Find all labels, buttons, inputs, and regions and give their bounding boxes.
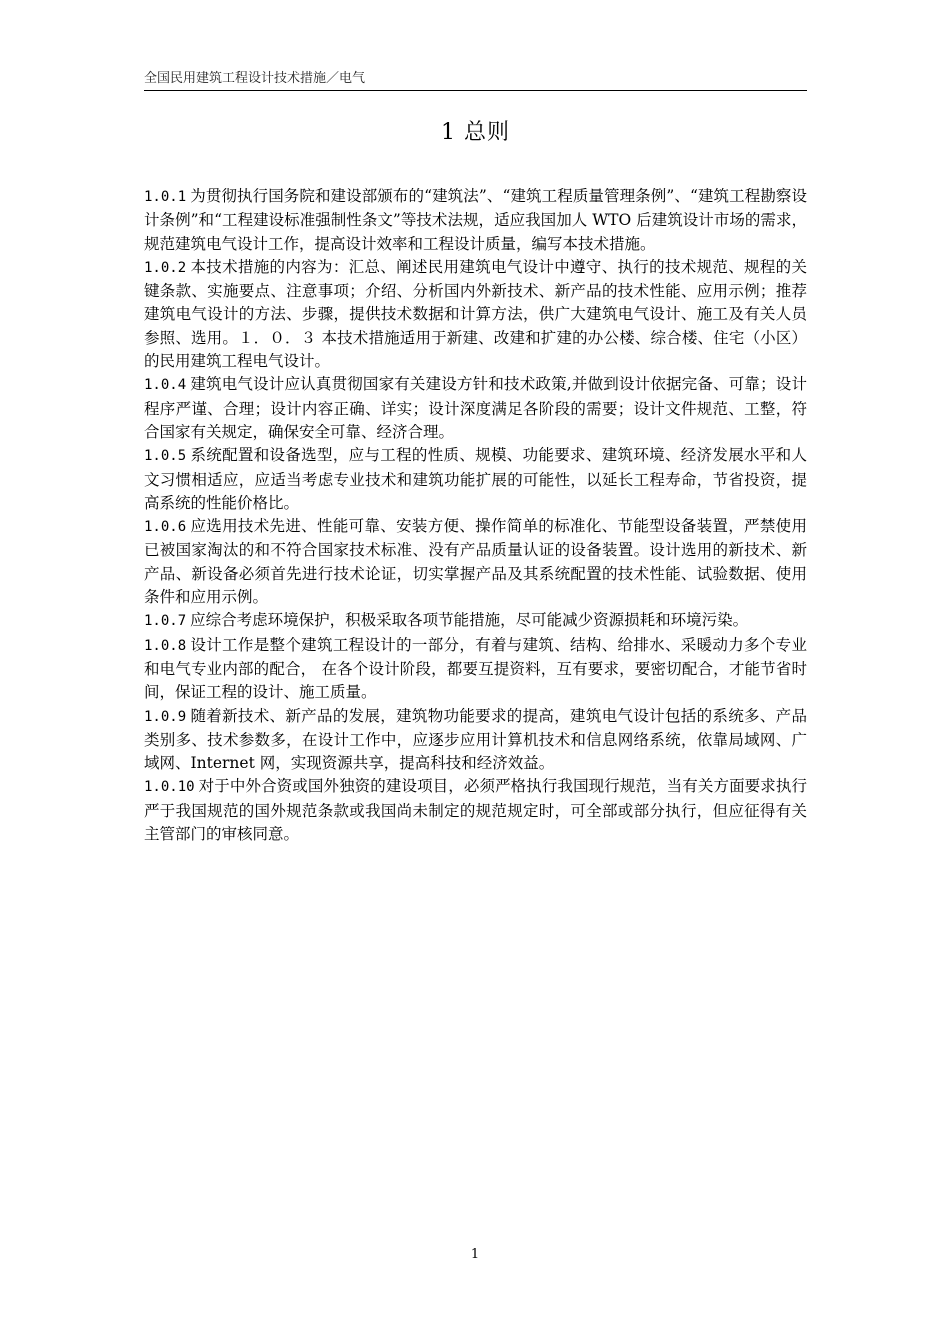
- clause-1-0-10: [144, 775, 807, 846]
- clause-list: [144, 185, 807, 846]
- clause-1-0-8: [144, 634, 807, 705]
- page-number: 1: [470, 1247, 480, 1262]
- clause-number: 1.0.2: [144, 259, 187, 276]
- clause-1-0-6: [144, 515, 807, 609]
- clause-number: 1.0.1: [144, 189, 187, 205]
- clause-number: 1.0.10: [144, 779, 195, 796]
- clause-1-0-4: [144, 373, 807, 444]
- clause-1-0-5: [144, 444, 807, 515]
- clause-number: 1.0.6: [144, 519, 187, 536]
- chapter-title: 1 总则: [441, 120, 510, 145]
- clause-text: 设计工作是整个建筑工程设计的一部分，有着与建筑、结构、给排水、采暖动力多个专业和电气专业内部的配合， 在各个设计阶段，都要互提资料，互有要求，要密切配合，才能节省时间，保证工程的设计、施工质量。: [144, 635, 807, 702]
- clause-text: 本技术措施的内容为：汇总、阐述民用建筑电气设计中遵守、执行的技术规范、规程的关键条款、实施要点、注意事项；介绍、分析国内外新技术、新产品的技术性能、应用示例；推荐建筑电气设计的方法、步骤，提供技术数据和计算方法，供广大建筑电气设计、施工及有关人员参照、选用。１．０．３ 本技术措施适用于新建、改建和扩建的办公楼、综合楼、住宅（小区）的民用建筑工程电气设计。: [144, 257, 807, 371]
- clause-number: 1.0.9: [144, 708, 187, 725]
- clause-number: 1.0.8: [144, 637, 187, 654]
- clause-text: 建筑电气设计应认真贯彻国家有关建设方针和技术政策,并做到设计依据完备、可靠；设计程序严谨、合理；设计内容正确、详实；设计深度满足各阶段的需要；设计文件规范、工整，符合国家有关规定，确保安全可靠、经济合理。: [144, 375, 807, 441]
- clause-number: 1.0.7: [144, 613, 187, 630]
- clause-text: 应选用技术先进、性能可靠、安装方便、操作简单的标准化、节能型设备装置，严禁使用已被国家淘汰的和不符合国家技术标准、没有产品质量认证的设备装置。设计选用的新技术、新产品、新设备必须首先进行技术论证，切实掌握产品及其系统配置的技术性能、试验数据、使用条件和应用示例。: [144, 517, 807, 607]
- clause-text: 对于中外合资或国外独资的建设项目，必须严格执行我国现行规范，当有关方面要求执行严于我国规范的国外规范条款或我国尚未制定的规范规定时，可全部或部分执行，但应征得有关主管部门的审核同意。: [144, 777, 807, 844]
- running-header-title: 全国民用建筑工程设计技术措施／电气: [144, 71, 366, 86]
- clause-1-0-7: [144, 609, 807, 633]
- clause-1-0-1: [144, 185, 807, 256]
- clause-text: 系统配置和设备选型，应与工程的性质、规模、功能要求、建筑环境、经济发展水平和人文习惯相适应，应适当考虑专业技术和建筑功能扩展的可能性，以延长工程寿命，节省投资，提高系统的性能价格比。: [144, 446, 807, 512]
- clause-number: 1.0.4: [144, 377, 187, 394]
- clause-number: 1.0.5: [144, 448, 187, 465]
- clause-1-0-2: [144, 256, 807, 373]
- clause-1-0-9: [144, 705, 807, 776]
- clause-text: 为贯彻执行国务院和建设部颁布的“建筑法”、“建筑工程质量管理条例”、“建筑工程勘察设计条例”和“工程建设标准强制性条文”等技术法规，适应我国加人 WTO 后建筑设计市场的需求，规范建筑电气设计工作，提高设计效率和工程设计质量，编写本技术措施。: [144, 187, 807, 253]
- clause-text: 应综合考虑环境保护，积极采取各项节能措施，尽可能减少资源损耗和环境污染。: [190, 611, 749, 630]
- running-header: [144, 70, 807, 91]
- clause-text: 随着新技术、新产品的发展，建筑物功能要求的提高，建筑电气设计包括的系统多、产品类别多、技术参数多，在设计工作中，应逐步应用计算机技术和信息网络系统，依靠局域网、广域网、Internet 网，实现资源共享，提高科技和经济效益。: [144, 706, 807, 773]
